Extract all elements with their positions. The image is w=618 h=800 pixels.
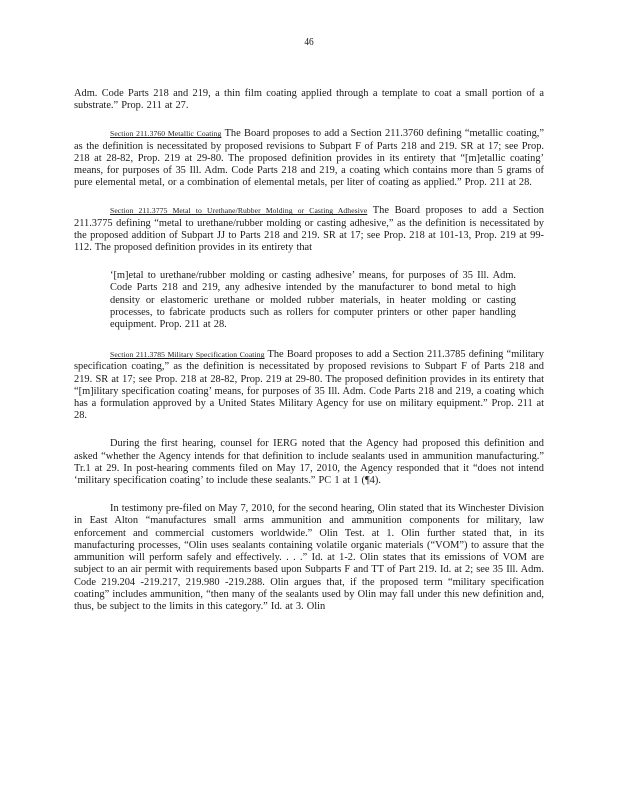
- block-quote: ‘[m]etal to urethane/rubber molding or casting adhesive’ means, for purposes of 35 Ill. Adm. Code Parts 218 and 219, any adhesive intended by the manufacturer to bond metal to high density or elastomeric urethane or molded rubber materials, in heater molding or casting processes, to fabricate products such as rollers for computer printers or other paper handling equipment. Prop. 211 at 28.: [110, 270, 516, 331]
- paragraph-metallic-coating: [74, 128, 544, 189]
- paragraph-text: The Board proposes to add a Section 211.3775 defining “metal to urethane/rubber molding or casting adhesive,” as the definition is necessitated by the proposed addition of Subpart JJ to Parts 218 and 219. SR at 17; see Prop. 218 at 101-13, Prop. 219 at 99-112. The proposed definition provides in its entirety that: [74, 205, 545, 254]
- paragraph-text: The Board proposes to add a Section 211.3785 defining “military specification coating,” as the definition is necessitated by proposed revisions to Subpart F of Parts 218 and 219. SR at 17; see Prop. 218 at 28-82, Prop. 219 at 29-80. The proposed definition provides in its entirety that “[m]ilitary specification coating’ means, for purposes of 35 Ill. Adm. Code Parts 218 and 219, a coating which has a formulation approved by a United States Military Agency for use on military equipment.” Prop. 211 at 28.: [74, 349, 544, 422]
- paragraph-military-specification: [74, 349, 544, 422]
- paragraph-first-hearing: During the first hearing, counsel for IERG noted that the Agency had proposed this definition and asked “whether the Agency intends for that definition to include sealants used in ammunition manufacturing.” Tr.1 at 29. In post-hearing comments filed on May 17, 2010, the Agency responded that it “does not intend ‘military specification coating’ to include these sealants.” PC 1 at 1 (¶4).: [74, 438, 544, 487]
- page-number: 46: [304, 36, 314, 48]
- section-heading-211-3760: Section 211.3760 Metallic Coating: [110, 129, 222, 139]
- document-body: [74, 88, 544, 629]
- paragraph-olin-testimony: In testimony pre-filed on May 7, 2010, for the second hearing, Olin stated that its Winchester Division in East Alton “manufactures small arms ammunition and ammunition components for military, law enforcement and commercial customers worldwide.” Olin Test. at 1. Olin further stated that, in its manufacturing processes, “Olin uses sealants containing volatile organic materials (“VOM”) to assure that the ammunition will perform safely and effectively. . . .” Id. at 1-2. Olin states that its emissions of VOM are subject to an air permit with requirements based upon Subparts F and TT of Part 219. Id. at 2; see 35 Ill. Adm. Code 219.204 -219.217, 219.980 -219.288. Olin argues that, if the proposed term “military specification coating” includes ammunition, “then many of the sealants used by Olin may fall under this new definition and, thus, be subject to the limits in this category.” Id. at 3. Olin: [74, 503, 544, 612]
- paragraph-text: The Board proposes to add a Section 211.3760 defining “metallic coating,” as the definition is necessitated by proposed revisions to Subpart F of Parts 218 and 219. SR at 17; see Prop. 218 at 28-82, Prop. 219 at 29-80. The proposed definition provides in its entirety that “[m]etallic coating’ means, for purposes of 35 Ill. Adm. Code Parts 218 and 219, a coating which contains more than 5 grams of pure elemental metal, or a combination of elemental metals, per liter of coating as applied.” Prop. 211 at 28.: [74, 128, 544, 189]
- section-heading-211-3775: Section 211.3775 Metal to Urethane/Rubber Molding or Casting Adhesive: [110, 206, 368, 216]
- paragraph-metal-to-urethane: [74, 205, 544, 254]
- section-heading-211-3785: Section 211.3785 Military Specification Coating: [110, 350, 265, 360]
- paragraph-continuation: Adm. Code Parts 218 and 219, a thin film coating applied through a template to coat a small portion of a substrate.” Prop. 211 at 27.: [74, 88, 544, 112]
